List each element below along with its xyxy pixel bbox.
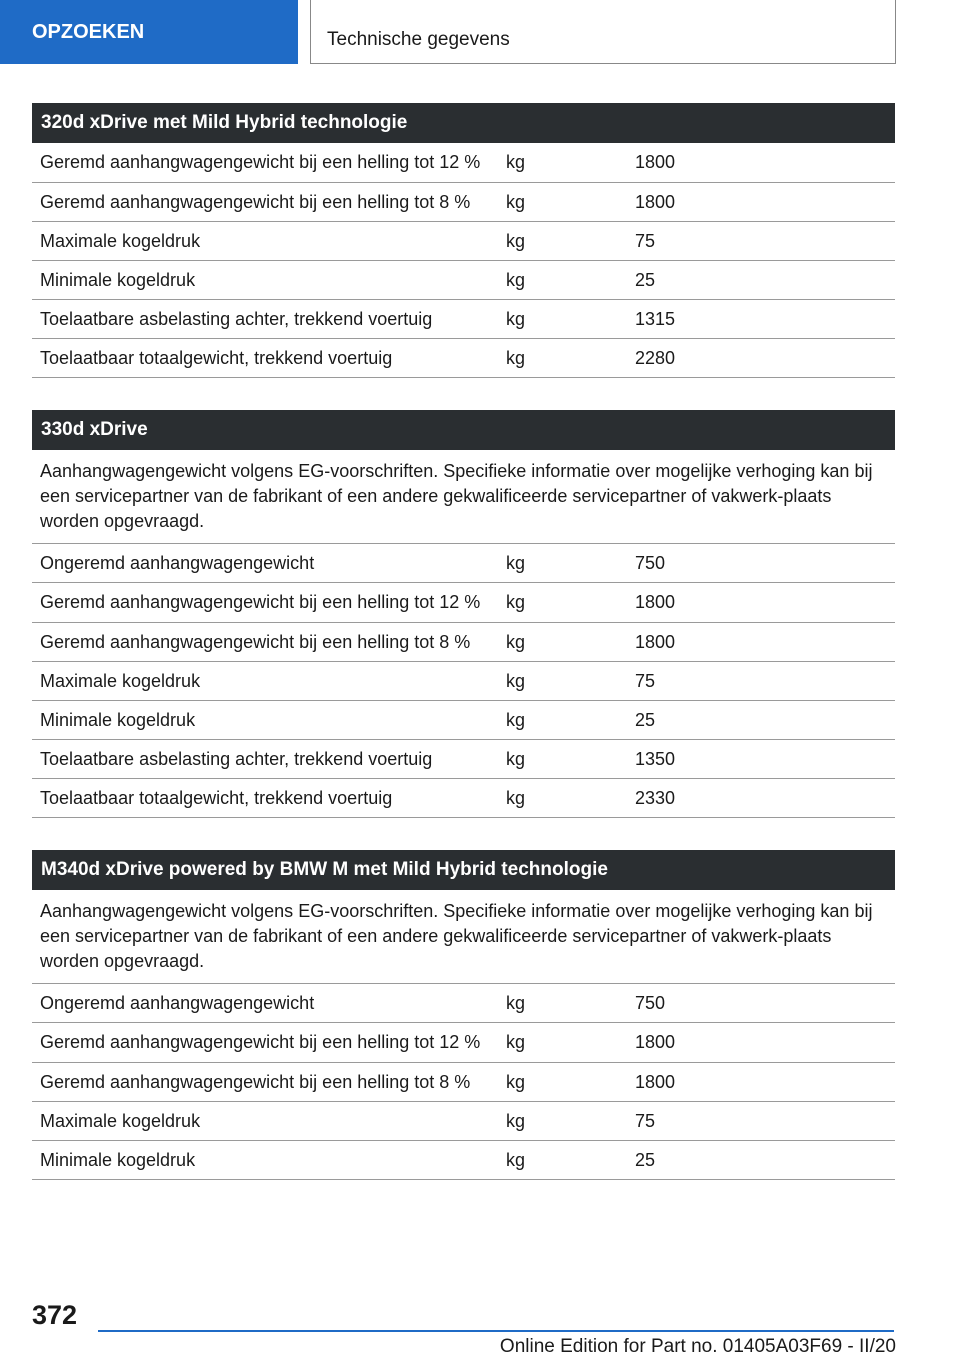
table-row xyxy=(32,1063,895,1102)
row-unit: kg xyxy=(506,1150,526,1170)
row-unit: kg xyxy=(506,632,526,652)
spec-section-320d xyxy=(32,103,895,378)
table-row xyxy=(32,583,895,623)
row-unit: kg xyxy=(506,348,526,368)
row-value: 25 xyxy=(635,270,656,290)
row-label: Geremd aanhangwagengewicht bij een helling tot 12 % xyxy=(40,152,481,172)
row-unit: kg xyxy=(506,788,526,808)
row-value: 1800 xyxy=(635,1032,676,1052)
edition-footer: Online Edition for Part no. 01405A03F69 - II/20 xyxy=(499,1336,896,1357)
row-value: 2280 xyxy=(635,348,676,368)
section-heading: M340d xDrive powered by BMW M met Mild Hybrid technologie xyxy=(32,850,895,890)
row-label: Geremd aanhangwagengewicht bij een helling tot 12 % xyxy=(40,1032,481,1052)
row-label: Minimale kogeldruk xyxy=(40,1150,196,1170)
table-row xyxy=(32,339,895,378)
table-row xyxy=(32,183,895,222)
section-heading: 330d xDrive xyxy=(32,410,895,450)
row-label: Toelaatbare asbelasting achter, trekkend voertuig xyxy=(40,749,433,769)
spec-section-m340d xyxy=(32,850,895,1180)
row-value: 1315 xyxy=(635,309,676,329)
row-label: Toelaatbaar totaalgewicht, trekkend voertuig xyxy=(40,788,393,808)
row-label: Minimale kogeldruk xyxy=(40,270,196,290)
row-value: 1800 xyxy=(635,192,676,212)
row-value: 750 xyxy=(635,553,666,573)
row-value: 75 xyxy=(635,671,656,691)
row-unit: kg xyxy=(506,1072,526,1092)
row-unit: kg xyxy=(506,993,526,1013)
row-value: 2330 xyxy=(635,788,676,808)
row-value: 25 xyxy=(635,710,656,730)
opzoeken-tab[interactable]: OPZOEKEN xyxy=(0,0,298,64)
row-value: 1800 xyxy=(635,1072,676,1092)
row-unit: kg xyxy=(506,152,526,172)
row-label: Toelaatbare asbelasting achter, trekkend voertuig xyxy=(40,309,433,329)
table-row xyxy=(32,662,895,701)
footer-divider xyxy=(98,1330,894,1332)
row-unit: kg xyxy=(506,309,526,329)
table-row xyxy=(32,222,895,261)
page-number: 372 xyxy=(32,1300,78,1330)
row-unit: kg xyxy=(506,1111,526,1131)
section-heading: 320d xDrive met Mild Hybrid technologie xyxy=(32,103,895,143)
row-value: 25 xyxy=(635,1150,656,1170)
row-label: Ongeremd aanhangwagengewicht xyxy=(40,993,315,1013)
row-value: 1350 xyxy=(635,749,676,769)
table-row xyxy=(32,1102,895,1141)
table-row xyxy=(32,300,895,339)
table-row xyxy=(32,701,895,740)
row-unit: kg xyxy=(506,749,526,769)
row-value: 750 xyxy=(635,993,666,1013)
spec-tables xyxy=(32,103,895,1212)
row-label: Ongeremd aanhangwagengewicht xyxy=(40,553,315,573)
row-label: Toelaatbaar totaalgewicht, trekkend voertuig xyxy=(40,348,393,368)
table-row xyxy=(32,261,895,300)
row-label: Geremd aanhangwagengewicht bij een helling tot 8 % xyxy=(40,632,471,652)
section-note: Aanhangwagengewicht volgens EG-voorschriften. Specifieke informatie over mogelijke verhoging kan bij een servicepartner van de fabrikant of een andere gekwalificeerde servicepartner of vakwerk-plaats worden opgevraagd. xyxy=(32,890,895,984)
row-value: 1800 xyxy=(635,592,676,612)
row-unit: kg xyxy=(506,1032,526,1052)
row-label: Geremd aanhangwagengewicht bij een helling tot 8 % xyxy=(40,192,471,212)
row-value: 75 xyxy=(635,231,656,251)
spec-section-330d xyxy=(32,410,895,818)
row-value: 75 xyxy=(635,1111,656,1131)
row-value: 1800 xyxy=(635,152,676,172)
row-label: Maximale kogeldruk xyxy=(40,231,201,251)
row-unit: kg xyxy=(506,231,526,251)
table-row xyxy=(32,984,895,1023)
row-unit: kg xyxy=(506,592,526,612)
table-row xyxy=(32,1141,895,1180)
table-row xyxy=(32,544,895,583)
table-row xyxy=(32,779,895,818)
row-unit: kg xyxy=(506,710,526,730)
chapter-title: Technische gegevens xyxy=(310,0,896,64)
row-unit: kg xyxy=(506,192,526,212)
section-note: Aanhangwagengewicht volgens EG-voorschriften. Specifieke informatie over mogelijke verhoging kan bij een servicepartner van de fabrikant of een andere gekwalificeerde servicepartner of vakwerk-plaats worden opgevraagd. xyxy=(32,450,895,544)
table-row xyxy=(32,1023,895,1063)
row-unit: kg xyxy=(506,553,526,573)
table-row xyxy=(32,143,895,183)
row-label: Minimale kogeldruk xyxy=(40,710,196,730)
row-label: Geremd aanhangwagengewicht bij een helling tot 12 % xyxy=(40,592,481,612)
row-label: Maximale kogeldruk xyxy=(40,671,201,691)
table-row xyxy=(32,623,895,662)
row-value: 1800 xyxy=(635,632,676,652)
table-row xyxy=(32,740,895,779)
row-unit: kg xyxy=(506,671,526,691)
row-label: Maximale kogeldruk xyxy=(40,1111,201,1131)
row-unit: kg xyxy=(506,270,526,290)
row-label: Geremd aanhangwagengewicht bij een helling tot 8 % xyxy=(40,1072,471,1092)
